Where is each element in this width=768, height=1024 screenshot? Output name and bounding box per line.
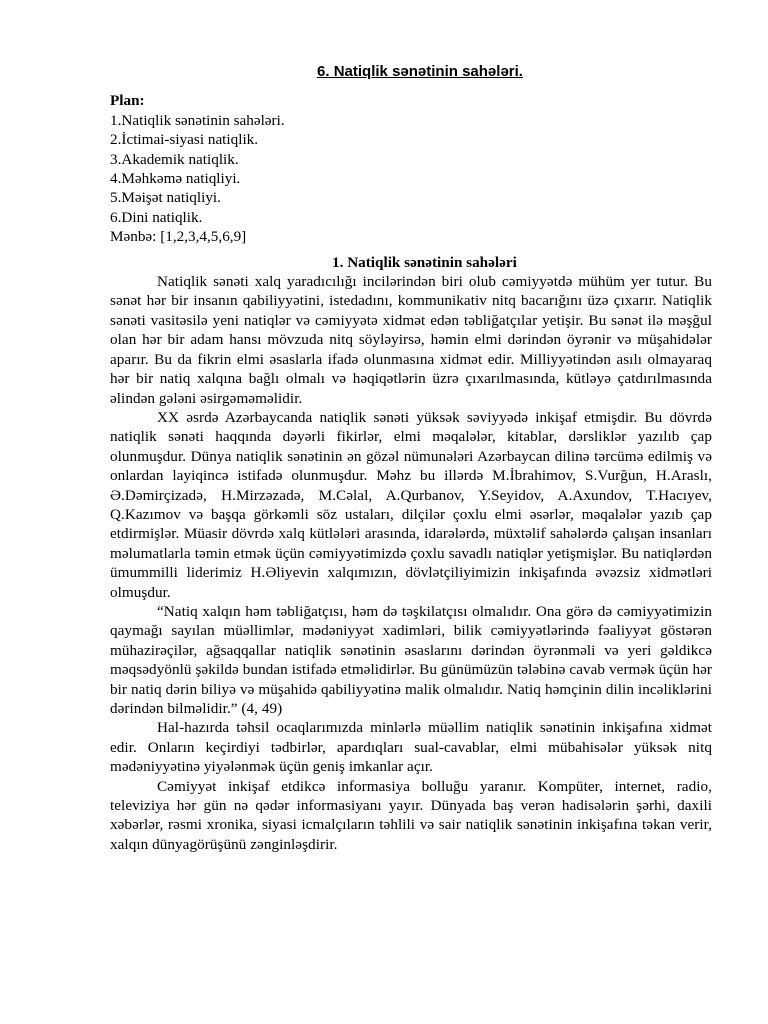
quote-paragraph: “Natiq xalqın həm təbliğatçısı, həm də təşkilatçısı olmalıdır. Ona görə də cəmiyyətimizin qaymağı sayılan müəllimlər, mədəniyyət xadimləri, bilik cəmiyyətlərində fəaliyyət göstərən mühazirəçilər, ağsaqqallar natiqlik sənətinin əsaslarını dərindən öyrənməli və yeri gəldikcə məqsədyönlü şəkildə bundan istifadə etməlidirlər. Bu günümüzün tələbinə cavab vermək üçün hər bir natiq dərin biliyə və müşahidə qabiliyyətinə malik olmalıdır. Natiq həmçinin dilin incəliklərini dərindən bilməlidir.” (4, 49) — [110, 602, 712, 717]
paragraph: Natiqlik sənəti xalq yaradıcılığı incilərindən biri olub cəmiyyətdə mühüm yer tutur. Bu sənət hər bir insanın qabiliyyətini, istedadını, kommunikativ nitq bacarığını üzə çıxarır. Natiqlik sənəti vasitəsilə yeni natiqlər və cəmiyyətə xidmət edən təbliğatçılar yetişir. Bu sənət ilə məşğul olan hər bir adam hansı mövzuda nitq söyləyirsə, həmin elmi dərindən öyrənir və müşahidələr aparır. Bu da fikrin elmi əsaslarla ifadə olunmasına xidmət edir. Milliyyətindən asılı olmayaraq hər bir natiq xalqına bağlı olmalı və həqiqətlərin üzrə çıxarılmasında, kütləyə çatdırılmasında əlindən gələni əsirgəməməlidir. — [110, 273, 712, 407]
paragraph: XX əsrdə Azərbaycanda natiqlik sənəti yüksək səviyyədə inkişaf etmişdir. Bu dövrdə natiqlik sənəti haqqında dəyərli fikirlər, elmi məqalələr, kitablar, dərsliklər yazılıb çap olunmuşdur. Dünya natiqlik sənətinin ən gözəl nümunələri Azərbaycan dilinə tərcümə edilmiş və onlardan layiqincə istifadə olunmuşdur. Məhz bu illərdə M.İbrahimov, S.Vurğun, H.Araslı, Ə.Dəmirçizadə, H.Mirzəzadə, M.Cəlal, A.Qurbanov, Y.Seyidov, A.Axundov, T.Hacıyev, Q.Kazımov və başqa görkəmli söz ustaları, dilçilər çoxlu elmi əsərlər, məqalələr yazıb çap etdirmişlər. Müasir dövrdə xalq kütlələri arasında, idarələrdə, müxtəlif sahələrdə çalışan insanları məlumatlarla təmin etmək üçün cəmiyyətimizdə çoxlu savadlı natiqlər yetişmişlər. Bu natiqlərdən ümummilli liderimiz H.Əliyevin xalqımızın, dövlətçiliyimizin inkişafında əvəzsiz xidmətləri olmuşdur. — [110, 408, 712, 601]
plan-heading: Plan: — [110, 92, 145, 110]
paragraph: Cəmiyyət inkişaf etdikcə informasiya bolluğu yaranır. Kompüter, internet, radio, televiziya hər gün nə qədər informasiyanı yayır. Dünyada baş verən hadisələrin şərhi, daxili xəbərlər, rəsmi xronika, siyasi icmalçıların təhlili və sair natiqlik sənətinin inkişafına təkan verir, xalqın dünyagörüşünü zənginləşdirir. — [110, 777, 712, 853]
plan-item: 4.Məhkəmə natiqliyi. — [110, 170, 241, 188]
plan-item: 5.Məişət natiqliyi. — [110, 189, 221, 207]
plan-item: 1.Natiqlik sənətinin sahələri. — [110, 111, 285, 129]
paragraph: Hal-hazırda təhsil ocaqlarımızda minlərlə müəllim natiqlik sənətinin inkişafına xidmət edir. Onların keçirdiyi tədbirlər, apardıqları sual-cavablar, elmi mübahisələr yüksək nitq mədəniyyətinə yiyələnmək üçün geniş imkanlar açır. — [110, 719, 712, 776]
plan-item: 3.Akademik natiqlik. — [110, 150, 239, 168]
plan-item: 6.Dini natiqlik. — [110, 208, 203, 226]
source-reference: Mənbə: [1,2,3,4,5,6,9] — [110, 228, 247, 246]
document-title: 6. Natiqlik sənətinin sahələri. — [317, 63, 523, 80]
document-page — [110, 62, 712, 854]
plan-list — [110, 111, 712, 227]
plan-item: 2.İctimai-siyasi natiqlik. — [110, 131, 259, 149]
section-heading: 1. Natiqlik sənətinin sahələri — [332, 253, 517, 271]
